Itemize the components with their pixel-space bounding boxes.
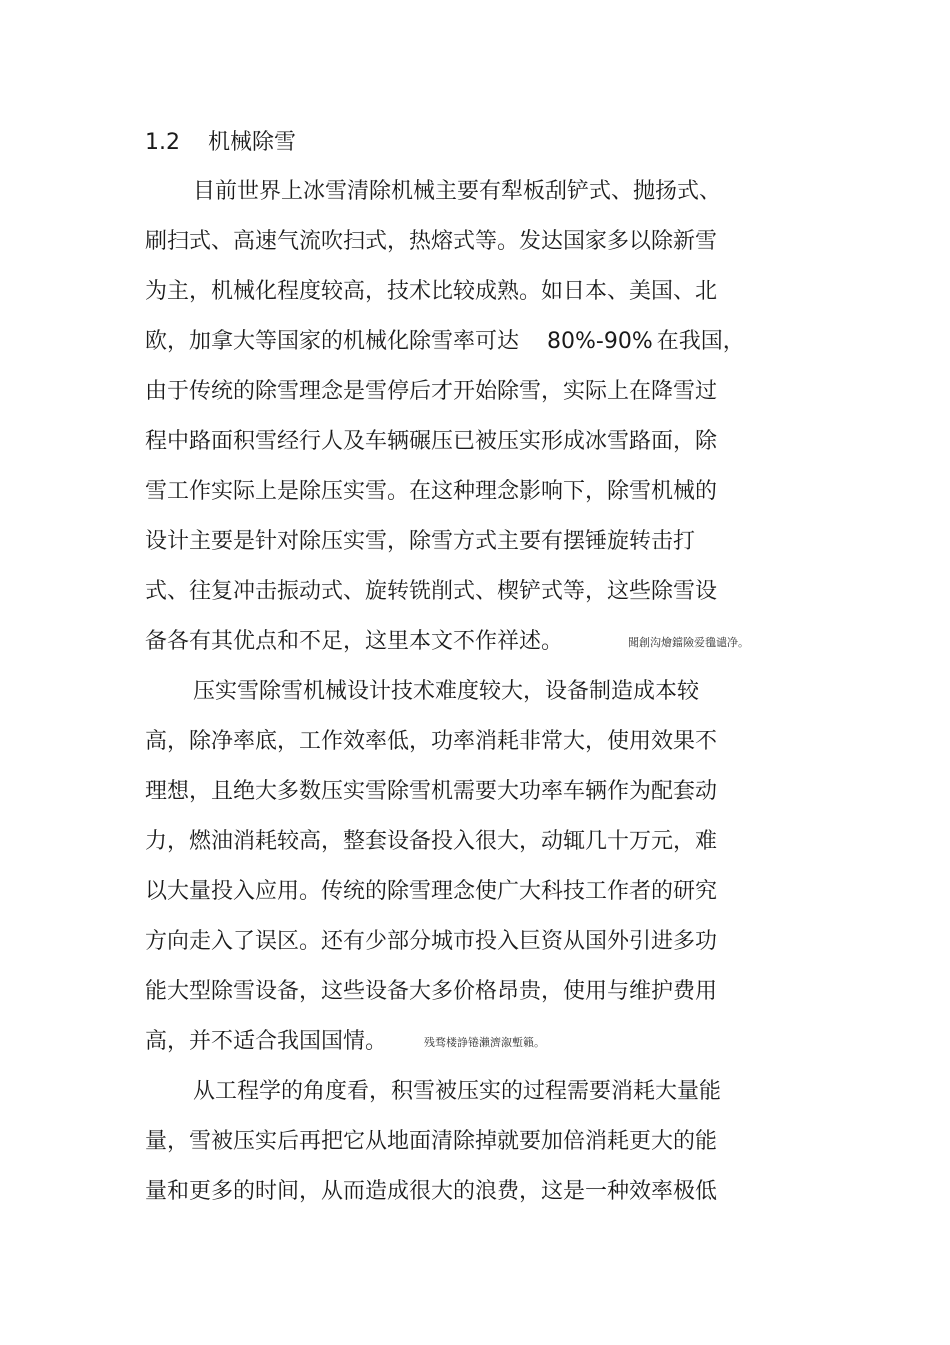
text-line — [145, 327, 745, 357]
inline-note: 聞創沟燴鐺險爱氇谴净。 — [628, 636, 749, 649]
text-line: 量和更多的时间，从而造成很大的浪费，这是一种效率极低 — [145, 1179, 718, 1204]
text-line: 量，雪被压实后再把它从地面清除掉就要加倍消耗更大的能 — [145, 1129, 718, 1154]
text-line: 理想，且绝大多数压实雪除雪机需要大功率车辆作为配套动 — [145, 779, 718, 804]
text-line: 以大量投入应用。传统的除雪理念使广大科技工作者的研究 — [145, 879, 718, 904]
text-line: 设计主要是针对除压实雪，除雪方式主要有摆锤旋转击打 — [145, 529, 696, 554]
section-title: 机械除雪 — [208, 130, 297, 155]
text-line: 压实雪除雪机械设计技术难度较大，设备制造成本较 — [193, 679, 700, 704]
section-number: 1.2 — [145, 130, 180, 155]
text-line: 目前世界上冰雪清除机械主要有犁板刮铲式、抛扬式、 — [193, 179, 722, 204]
text-line-end: 在我国， — [656, 329, 745, 354]
text-line: 能大型除雪设备，这些设备大多价格昂贵，使用与维护费用 — [145, 979, 718, 1004]
text-line-start: 欧，加拿大等国家的机械化除雪率可达 — [145, 329, 520, 354]
inline-note: 残骛楼諍锩瀨濟溆塹籟。 — [424, 1036, 545, 1049]
text-line: 备各有其优点和不足，这里本文不作祥述。 — [145, 629, 564, 654]
text-line: 刷扫式、高速气流吹扫式，热熔式等。发达国家多以除新雪 — [145, 229, 718, 254]
text-line: 雪工作实际上是除压实雪。在这种理念影响下，除雪机械的 — [145, 479, 718, 504]
text-line: 程中路面积雪经行人及车辆碾压已被压实形成冰雪路面，除 — [145, 429, 718, 454]
text-line: 高，除净率底，工作效率低，功率消耗非常大，使用效果不 — [145, 729, 718, 754]
text-line: 力，燃油消耗较高，整套设备投入很大，动辄几十万元，难 — [145, 829, 718, 854]
text-line: 由于传统的除雪理念是雪停后才开始除雪，实际上在降雪过 — [145, 379, 718, 404]
mechanization-rate: 80%-90% — [547, 329, 653, 354]
text-line: 为主，机械化程度较高，技术比较成熟。如日本、美国、北 — [145, 279, 718, 304]
text-line: 高，并不适合我国国情。 — [145, 1029, 388, 1054]
text-line: 方向走入了误区。还有少部分城市投入巨资从国外引进多功 — [145, 929, 718, 954]
text-line: 从工程学的角度看，积雪被压实的过程需要消耗大量能 — [193, 1079, 722, 1104]
text-line: 式、往复冲击振动式、旋转铣削式、楔铲式等，这些除雪设 — [145, 579, 718, 604]
